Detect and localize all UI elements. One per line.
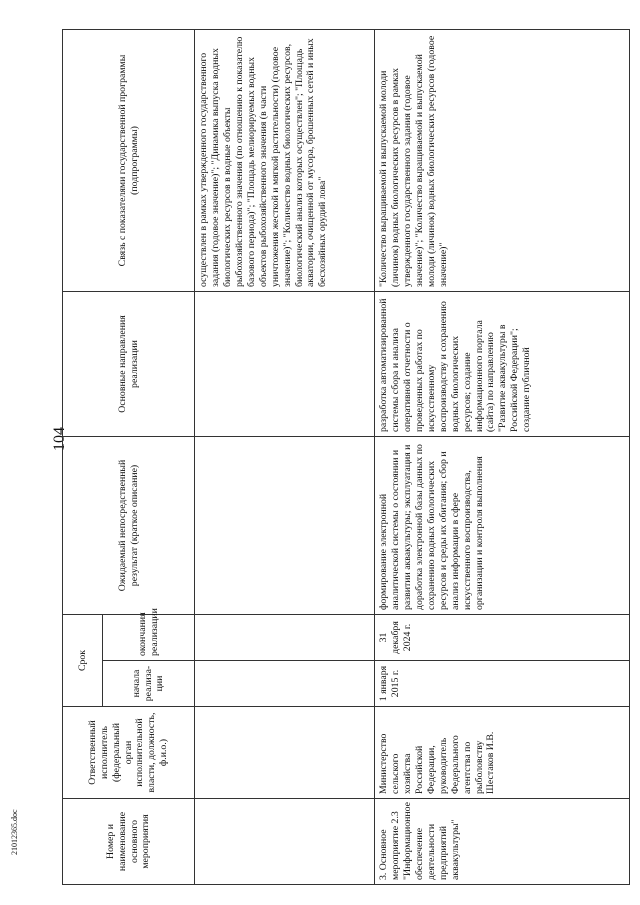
cell-empty [195, 799, 375, 885]
cell-directions: разработка автоматизированной системы сбора и анализа оперативной отчетности о проведенных работах по искусственному воспроизводству и сохранению водных биологических ресурсов; создание информационного портала (сайта) по направлению "Развитие аквакультуры в Российской Федерации"; создание публичной [375, 292, 630, 437]
activities-table [62, 29, 630, 885]
cell-empty [195, 707, 375, 799]
header-number-name: Номер и наименование основного мероприятия [63, 799, 195, 885]
cell-link-continuation: осуществлен в рамках утвержденного государственного задания (годовое значение)"; "Динамика выпуска водных биологических ресурсов в водные объекты рыбохозяйственного значения (по отношению к показателю базового периода)"; "Площадь мелиорируемых водных объектов рыбохозяйственного значения (в части уничтожения жесткой и мягкой растительности) (годовое значение)"; "Количество водных биологических ресурсов, биологический анализ которых осуществлен"; "Площадь акватории, очищенной от мусора, брошенных сетей и иных бесхозяйных орудий лова" [195, 30, 375, 292]
cell-executor: Министерство сельского хозяйства Российской Федерации, руководитель Федерального агентства по рыболовству Шестаков И.В. [375, 707, 630, 799]
cell-empty [195, 661, 375, 707]
cell-name [375, 799, 630, 885]
table-row [375, 30, 630, 885]
table-row-continuation [195, 30, 375, 885]
cell-result: формирование электронной аналитической системы о состоянии и развитии аквакультуры; эксплуатация и доработка электронной базы данных по сохранению водных биологических ресурсов и среды их обитания; сбор и анализ информации в сфере искусственного воспроизводства, организации и контроля выполнения [375, 437, 630, 615]
cell-link: "Количество выращиваемой и выпускаемой молоди (личинок) водных биологических ресурсов в рамках утвержденного государственного задания (годовое значение)"; "Количество выращиваемой и выпускаемой молоди (личинок) водных биологических ресурсов (годовое значение)" [375, 30, 630, 292]
cell-start-date: 1 января 2015 г. [375, 661, 630, 707]
cell-empty [195, 292, 375, 437]
row-index: 3. [378, 872, 389, 880]
cell-end-date: 31 декабря 2024 г. [375, 615, 630, 661]
header-result: Ожидаемый непосредственный результат (краткое описание) [63, 437, 195, 615]
header-executor: Ответственный исполнитель (федеральный орган исполнительной власти, должность, ф.и.о.) [63, 707, 195, 799]
header-period-start: начала реализа-ции [103, 661, 195, 707]
header-directions: Основные направления реализации [63, 292, 195, 437]
cell-empty [195, 615, 375, 661]
header-link: Связь с показателями государственной программы (подпрограммы) [63, 30, 195, 292]
header-period-end: окончания реализации [103, 615, 195, 661]
page-number: 104 [51, 427, 68, 451]
file-name-footer: 21012365.doc [10, 809, 19, 855]
cell-empty [195, 437, 375, 615]
rotated-table-container [62, 30, 630, 885]
row-name: Основное мероприятие 2.3 "Информационное обеспечение деятельности предприятий аквакультуры" [378, 801, 461, 880]
header-period: Срок [63, 615, 103, 707]
